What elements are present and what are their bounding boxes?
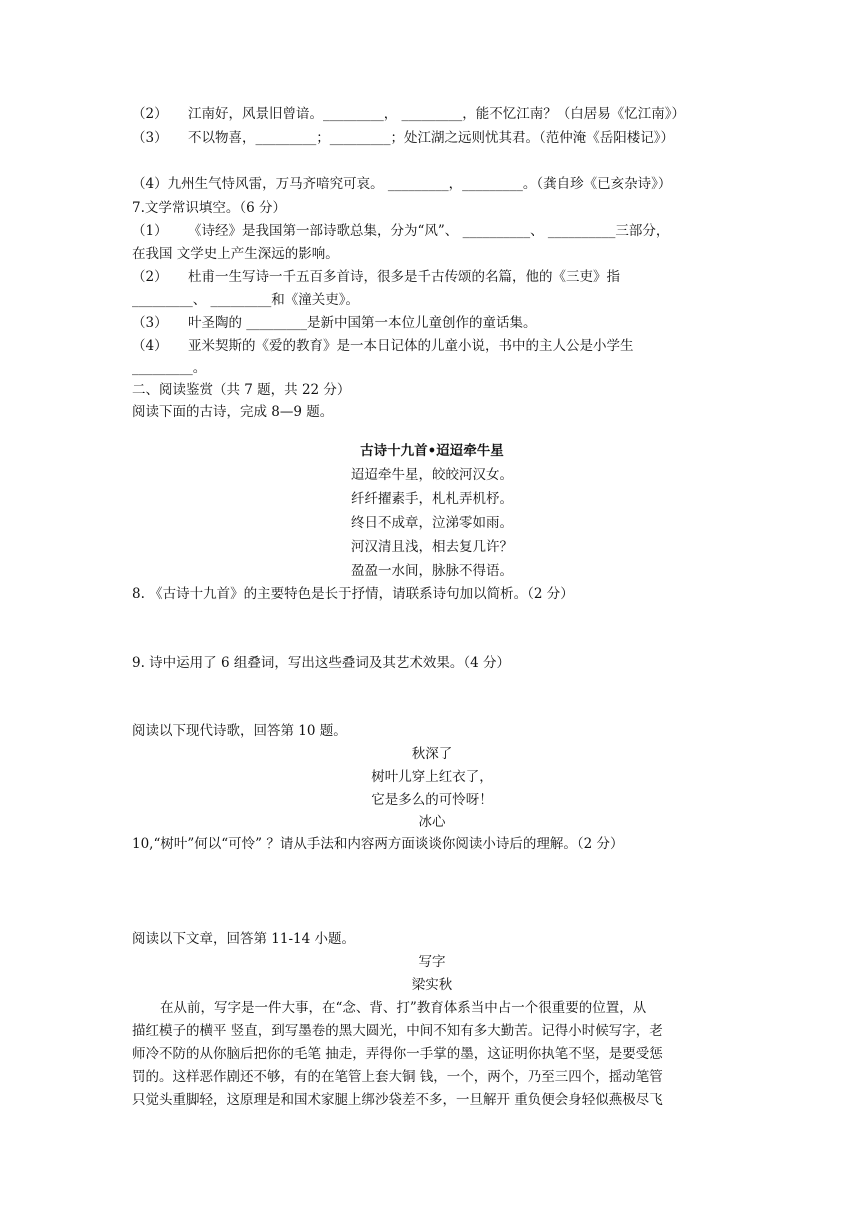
item-text: 江南好，风景旧曾谙。_________， _________，能不忆江南？（白居易《忆江南》） xyxy=(188,106,686,122)
q7-item-4-cont: _________。 xyxy=(132,360,207,376)
poem-title: 古诗十九首•迢迢牵牛星 xyxy=(360,443,504,459)
poem-line: 树叶儿穿上红衣了， xyxy=(371,769,493,785)
q6-item-2 xyxy=(132,104,685,124)
item-text: 不以物喜，_________；_________；处江湖之远则忧其君。（范仲淹《岳阳楼记》） xyxy=(188,130,674,146)
q7-item-1 xyxy=(132,221,669,241)
q6-item-3 xyxy=(132,128,674,148)
q7-item-4 xyxy=(132,336,634,356)
question-8: 8. 《古诗十九首》的主要特色是长于抒情，请联系诗句加以简析。（2 分） xyxy=(132,586,574,602)
poem-author: 冰心 xyxy=(418,814,446,830)
item-number: （3） xyxy=(132,130,168,146)
item-text: 杜甫一生写诗一千五百多首诗，很多是千古传颂的名篇，他的《三吏》指 xyxy=(188,269,620,285)
item-text: 叶圣陶的 _________是新中国第一本位儿童创作的童话集。 xyxy=(188,315,537,331)
q7-title: 7.文学常识填空。（6 分） xyxy=(132,200,287,216)
reading-intro: 阅读以下文章，回答第 11-14 小题。 xyxy=(132,931,356,947)
question-9: 9. 诗中运用了 6 组叠词，写出这些叠词及其艺术效果。（4 分） xyxy=(132,655,510,671)
section-heading: 二、阅读鉴赏（共 7 题，共 22 分） xyxy=(132,382,351,398)
essay-line: 师冷不防的从你脑后把你的毛笔 抽走，弄得你一手掌的墨，这证明你执笔不坚，是要受惩 xyxy=(132,1046,663,1062)
item-number: （2） xyxy=(132,269,168,285)
essay-line: 在从前，写字是一件大事，在“念、背、打”教育体系当中占一个很重要的位置，从 xyxy=(160,1000,647,1016)
poem-title: 秋深了 xyxy=(411,746,453,762)
q6-item-4: （4）九州生气恃风雷，万马齐喑究可哀。 _________，_________。（龚自珍《已亥杂诗》） xyxy=(132,176,672,192)
item-number: （3） xyxy=(132,315,168,331)
q7-item-3 xyxy=(132,313,537,333)
poem-line: 盈盈一水间，脉脉不得语。 xyxy=(351,563,513,579)
poem-line: 河汉清且浅，相去复几许？ xyxy=(351,539,513,555)
item-text: 亚米契斯的《爱的教育》是一本日记体的儿童小说，书中的主人公是小学生 xyxy=(188,338,634,354)
item-number: （2） xyxy=(132,106,168,122)
item-text: 《诗经》是我国第一部诗歌总集，分为“风”、 __________、 __________三部分， xyxy=(188,223,670,239)
essay-line: 描红模子的横平 竖直，到写墨卷的黑大圆光，中间不知有多大勤苦。记得小时候写字，老 xyxy=(132,1023,663,1039)
reading-intro: 阅读以下现代诗歌，回答第 10 题。 xyxy=(132,723,347,739)
poem-line: 纤纤擢素手，札札弄机杼。 xyxy=(351,491,513,507)
poem-line: 它是多么的可怜呀！ xyxy=(371,792,493,808)
item-number: （1） xyxy=(132,223,168,239)
q7-item-2-cont: _________、 _________和《潼关吏》。 xyxy=(132,292,360,308)
q7-item-2 xyxy=(132,267,620,287)
essay-author: 梁实秋 xyxy=(411,977,453,993)
poem-line: 迢迢牵牛星，皎皎河汉女。 xyxy=(351,467,513,483)
reading-intro: 阅读下面的古诗，完成 8—9 题。 xyxy=(132,404,334,420)
essay-line: 罚的。这样恶作剧还不够，有的在笔管上套大铜 钱，一个，两个，乃至三四个，摇动笔管 xyxy=(132,1069,663,1085)
essay-title: 写字 xyxy=(418,954,446,970)
essay-line: 只觉头重脚轻，这原理是和国术家腿上绑沙袋差不多，一旦解开 重负便会身轻似燕极尽飞 xyxy=(132,1092,663,1108)
q7-item-1-cont: 在我国 文学史上产生深远的影响。 xyxy=(132,246,339,262)
item-number: （4） xyxy=(132,338,168,354)
question-10: 10,“树叶”何以“可怜” ？请从手法和内容两方面谈谈你阅读小诗后的理解。（2 分） xyxy=(132,836,624,852)
poem-line: 终日不成章，泣涕零如雨。 xyxy=(351,515,513,531)
